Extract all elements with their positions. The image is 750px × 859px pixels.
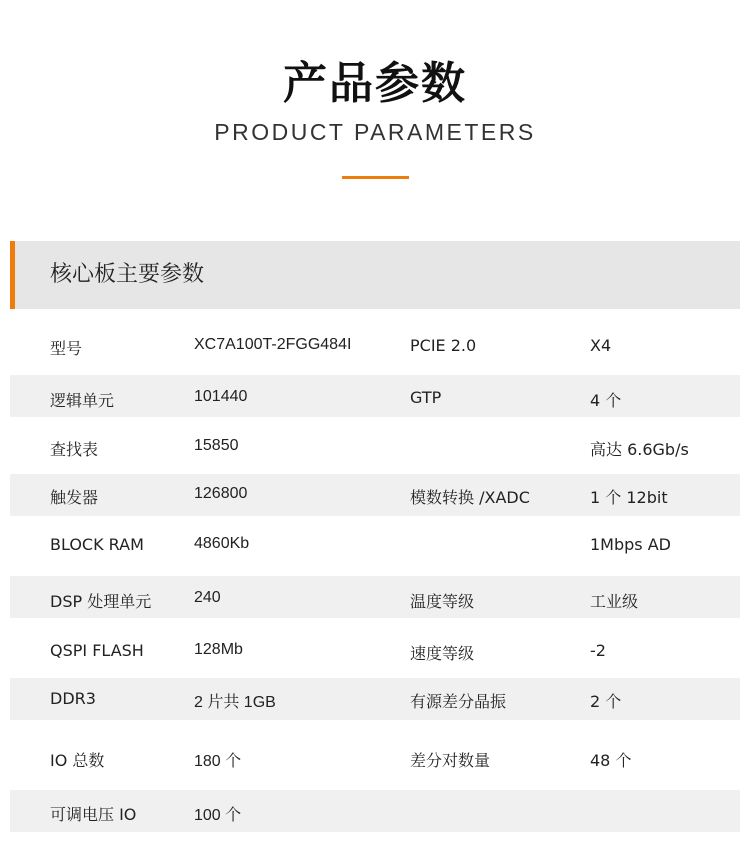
param-name: IO 总数 bbox=[50, 751, 105, 770]
param-name-secondary: 温度等级 bbox=[410, 592, 475, 611]
param-name: 触发器 bbox=[50, 488, 99, 507]
param-name: DDR3 bbox=[50, 689, 96, 708]
param-name-secondary: 有源差分晶振 bbox=[410, 692, 507, 711]
param-value: 2 片共 1GB bbox=[194, 694, 276, 711]
param-value: 126800 bbox=[194, 485, 248, 502]
param-name-secondary: 差分对数量 bbox=[410, 751, 491, 770]
table-row bbox=[10, 678, 740, 720]
param-name: QSPI FLASH bbox=[50, 641, 144, 660]
param-value-secondary: 48 个 bbox=[590, 751, 632, 770]
title-divider bbox=[342, 176, 409, 179]
param-value-secondary: 1 个 12bit bbox=[590, 488, 668, 507]
section-header bbox=[10, 241, 740, 309]
page-subtitle: PRODUCT PARAMETERS bbox=[214, 119, 536, 145]
param-name-secondary: PCIE 2.0 bbox=[410, 336, 477, 355]
table-row bbox=[10, 320, 740, 370]
param-value: 180 个 bbox=[194, 753, 242, 770]
param-name: 型号 bbox=[50, 339, 83, 358]
param-name-secondary: 模数转换 /XADC bbox=[410, 488, 530, 507]
table-row bbox=[10, 474, 740, 516]
table-row bbox=[10, 790, 740, 832]
table-row bbox=[10, 730, 740, 790]
param-name: 查找表 bbox=[50, 440, 99, 459]
param-value-secondary: 1Mbps AD bbox=[590, 535, 671, 554]
section-accent-bar bbox=[10, 241, 15, 309]
param-name: 可调电压 IO bbox=[50, 805, 137, 824]
param-value: 100 个 bbox=[194, 807, 242, 824]
param-name-secondary: GTP bbox=[410, 388, 442, 407]
table-row bbox=[10, 375, 740, 417]
param-name: BLOCK RAM bbox=[50, 535, 144, 554]
param-name: DSP 处理单元 bbox=[50, 592, 152, 611]
param-value: 128Mb bbox=[194, 641, 243, 658]
param-value: 240 bbox=[194, 589, 221, 606]
param-value: 15850 bbox=[194, 437, 239, 454]
param-value-secondary: 4 个 bbox=[590, 391, 622, 410]
table-row bbox=[10, 523, 740, 571]
param-value-secondary: X4 bbox=[590, 336, 612, 355]
param-value: XC7A100T-2FGG484I bbox=[194, 336, 352, 353]
param-value: 101440 bbox=[194, 388, 248, 405]
param-value-secondary: 高达 6.6Gb/s bbox=[590, 440, 689, 459]
table-row bbox=[10, 425, 740, 471]
param-value-secondary: 工业级 bbox=[590, 592, 639, 611]
param-name: 逻辑单元 bbox=[50, 391, 115, 410]
param-name-secondary: 速度等级 bbox=[410, 644, 475, 663]
param-value: 4860Kb bbox=[194, 535, 250, 552]
param-value-secondary: -2 bbox=[590, 641, 606, 660]
param-value-secondary: 2 个 bbox=[590, 692, 622, 711]
table-row bbox=[10, 625, 740, 675]
page-title: 产品参数 bbox=[283, 58, 467, 109]
table-row bbox=[10, 576, 740, 618]
section-title: 核心板主要参数 bbox=[50, 262, 205, 287]
